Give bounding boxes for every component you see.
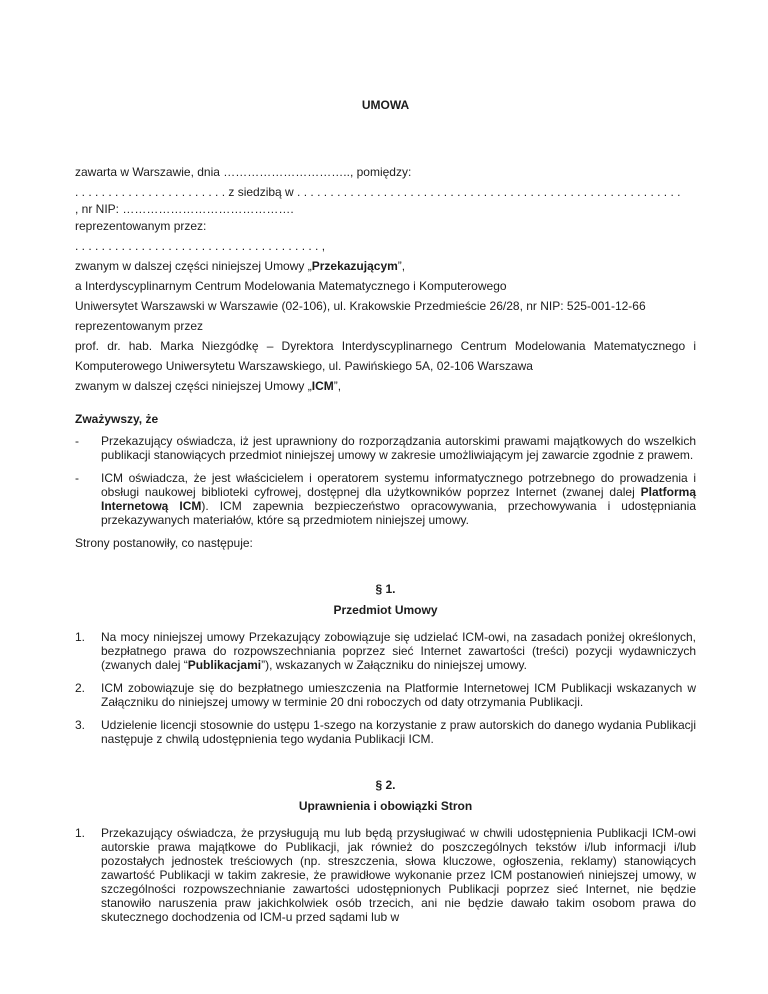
section-heading: Uprawnienia i obowiązki Stron: [298, 799, 473, 813]
intro-line-name-dots: . . . . . . . . . . . . . . . . . . . . . . . . . . . . . . . . . . . . . ,: [75, 239, 326, 253]
item-marker: 2.: [75, 681, 86, 695]
item-marker: -: [75, 434, 79, 448]
intro-block: [75, 162, 696, 396]
defined-term-publikacje: Publikacjami: [187, 658, 262, 672]
defined-term-przekazujacy: Przekazującym: [311, 259, 398, 273]
clause-text: Udzielenie licencji stosownie do ustępu 1-szego na korzystanie z praw autorskich do danego wydania Publikacji następuje z chwilą udostępnienia tego wydania Publikacji ICM.: [101, 718, 696, 746]
defined-term-icm: ICM: [311, 379, 334, 393]
item-marker: -: [75, 471, 79, 485]
contract-item: [75, 681, 696, 709]
section-2: [75, 778, 696, 924]
intro-line-represented-by-2: reprezentowanym przez: [75, 319, 204, 333]
defined-term-platforma: Platformą Internetową ICM: [101, 485, 696, 513]
item-marker: 1.: [75, 630, 86, 644]
clause-text: Przekazujący oświadcza, że przysługują mu lub będą przysługiwać w chwili udostępnienia Publikacji ICM-owi autorskie prawa majątkowe do Publikacji, jak również do poszczególnych tekstów i/lub informacji i/lub pozostałych jednostek treściowych (np. streszczenia, słowa kluczowe, ogłoszenia, reklamy) stanowiących zawartość Publikacji w takim zakresie, że prawidłowe wykonanie przez ICM postanowień niniejszej umowy, w szczególności rozpowszechnianie zawartości udostępnionych Publikacji poprzez sieć Internet, nie będzie stanowiło naruszenia praw jakichkolwiek osób trzecich, ani nie będzie dawało takim osobom prawa do skutecznego dochodzenia od ICM-u przed sądami lub w: [101, 826, 696, 924]
document-title: UMOWA: [361, 98, 410, 112]
intro-line-icm-centre: a Interdyscyplinarnym Centrum Modelowania Matematycznego i Komputerowego: [75, 279, 507, 293]
recitals-heading: Zważywszy, że: [75, 412, 159, 426]
item-text: [101, 681, 696, 709]
recital-item: [75, 471, 696, 527]
item-text: [101, 718, 696, 746]
clause-text: ). ICM zapewnia bezpieczeństwo opracowywania, przechowywania i udostępniania przekazywanych materiałów, które są przedmiotem niniejszej umowy.: [101, 499, 697, 527]
clause-text: ICM zobowiązuje się do bezpłatnego umieszczenia na Platformie Internetowej ICM Publikacji wskazanych w Załączniku do niniejszej umowy w terminie 20 dni roboczych od daty otrzymania Publikacji.: [101, 681, 696, 709]
clause-text: ”), wskazanych w Załączniku do niniejszej umowy.: [261, 658, 527, 672]
item-marker: 1.: [75, 826, 86, 840]
recitals-block: [75, 412, 696, 550]
item-text: [101, 630, 696, 672]
intro-line-nip: , nr NIP: …………………………………….: [75, 202, 294, 216]
clause-text: ICM oświadcza, że jest właścicielem i operatorem systemu informatycznego potrzebnego do prowadzenia i obsługi naukowej biblioteki cyfrowej, dostępnej dla użytkowników poprzez Internet (zwanej dalej: [101, 471, 696, 499]
clause-text: Przekazujący oświadcza, iż jest uprawniony do rozporządzania autorskimi prawami majątkowych do wszelkich publikacji stanowiących przedmiot niniejszej umowy w zakresie umożliwiającym jej zawarcie zgodnie z prawem.: [101, 434, 696, 462]
intro-line-director: prof. dr. hab. Marka Niezgódkę – Dyrektora Interdyscyplinarnego Centrum Modelowania Matematycznego i Komputerowego Uniwersytetu Warszawskiego, ul. Pawińskiego 5A, 02-106 Warszawa: [75, 339, 696, 373]
intro-line-university: Uniwersytet Warszawski w Warszawie (02-106), ul. Krakowskie Przedmieście 26/28, nr NIP: 525-001-12-66: [75, 299, 646, 313]
contract-item: [75, 630, 696, 672]
clause-text: ”,: [397, 259, 406, 273]
item-text: [101, 826, 696, 924]
section-number: § 1.: [375, 582, 396, 596]
section-heading: Przedmiot Umowy: [333, 603, 438, 617]
clause-text: Na mocy niniejszej umowy Przekazujący zobowiązuje się udzielać ICM-owi, na zasadach poniżej określonych, bezpłatnego prawa do rozpowszechniania poprzez sieć Internet zawartości (treści) pozycji wydawniczych (zwanych dalej “: [101, 630, 696, 672]
clause-text: zwanym w dalszej części niniejszej Umowy „: [75, 379, 312, 393]
item-marker: 3.: [75, 718, 86, 732]
clause-text: zwanym w dalszej części niniejszej Umowy „: [75, 259, 312, 273]
section-number: § 2.: [375, 778, 396, 792]
clause-text: ”,: [333, 379, 342, 393]
contract-item: [75, 718, 696, 746]
intro-line-date: zawarta w Warszawie, dnia ………………………….., pomiędzy:: [75, 165, 412, 179]
recital-item: [75, 434, 696, 462]
recitals-closing: Strony postanowiły, co następuje:: [75, 536, 253, 550]
intro-line-icm: [75, 376, 696, 396]
item-text: [101, 471, 696, 527]
intro-line-seat: . . . . . . . . . . . . . . . . . . . . . . . z siedzibą w . . . . . . . . . . . . . . . . . . . . . . . . . . . . . . . . . . . . . . . . . . . . . . . . . . . . . . . . . .: [75, 185, 681, 199]
intro-line-represented-by: reprezentowanym przez:: [75, 219, 207, 233]
section-1: [75, 582, 696, 746]
intro-line-przekazujacy: [75, 256, 696, 276]
item-text: [101, 434, 696, 462]
contract-item: [75, 826, 696, 924]
